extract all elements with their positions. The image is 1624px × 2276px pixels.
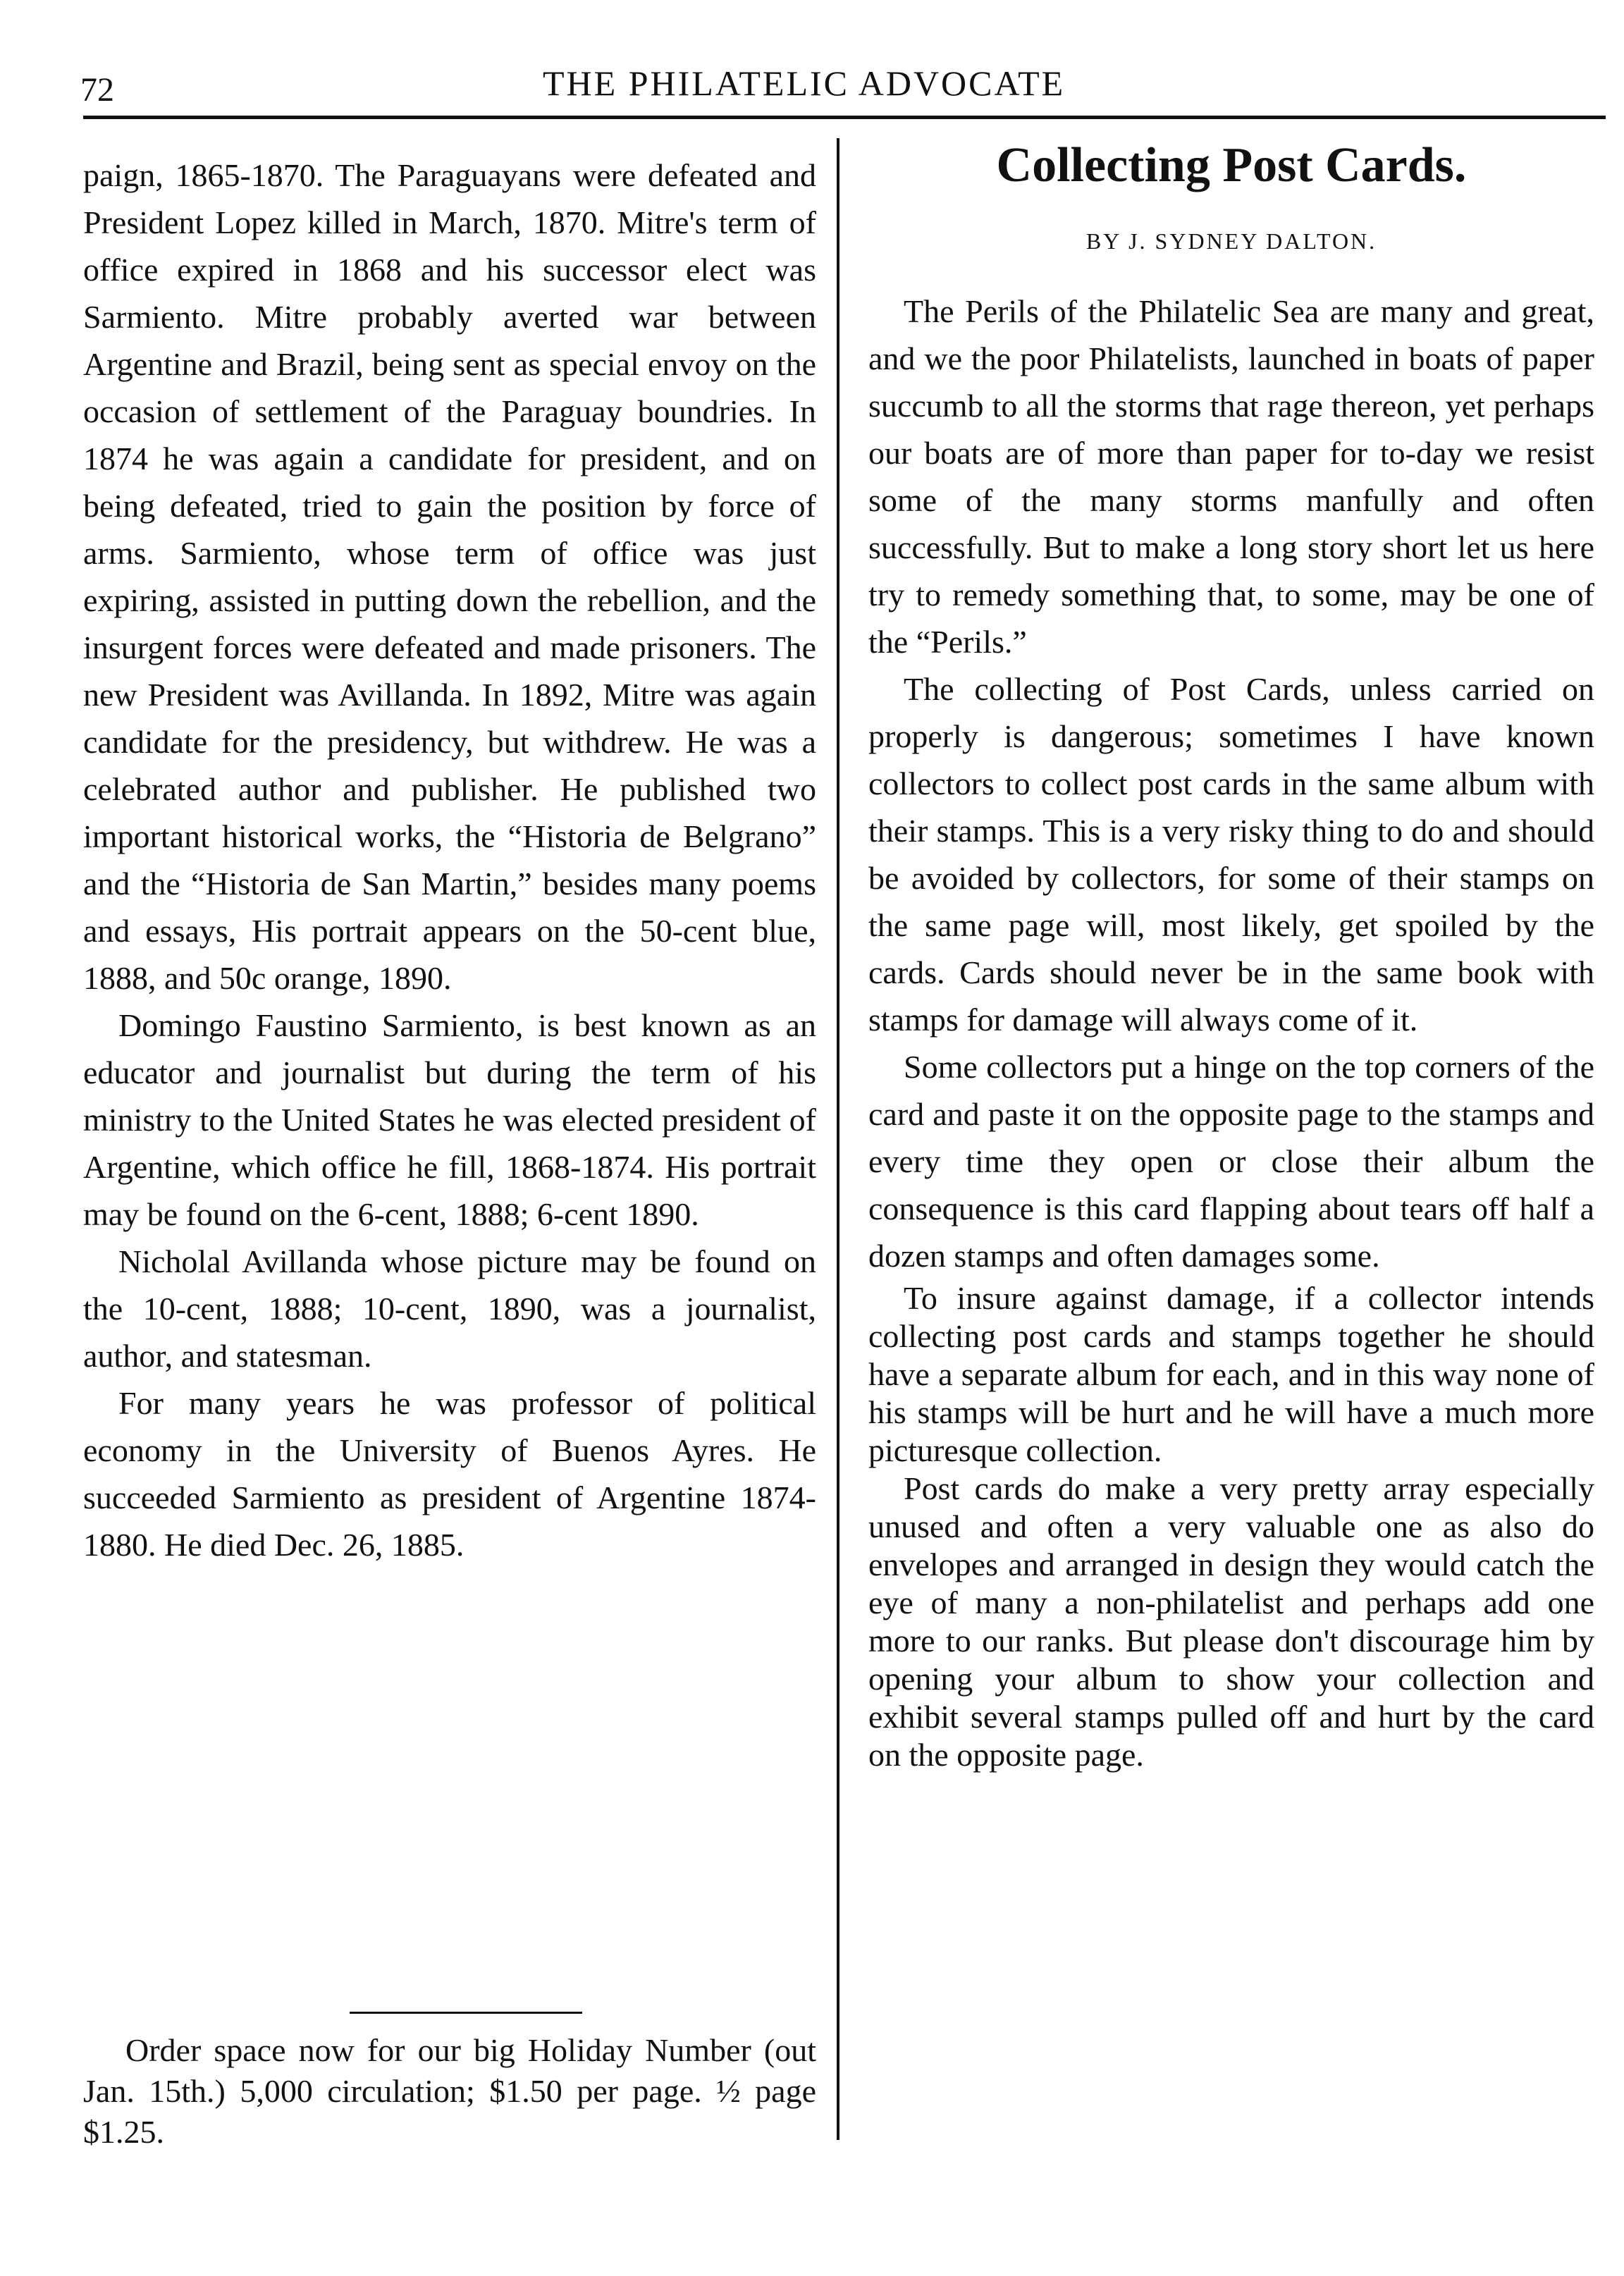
right-paragraph-3: Some collectors put a hinge on the top corners of the card and paste it on the opposite page to the stamps and every time they open or close their album the consequence is this card flapping about tears off half a dozen stamps and often damages some. — [868, 1049, 1594, 1274]
header-rule — [83, 116, 1606, 119]
left-column — [83, 152, 816, 1568]
right-column — [868, 288, 1594, 1774]
left-paragraph-2: Domingo Faustino Sarmiento, is best known as an educator and journalist but during the term of his ministry to the United States he was elected president of Argentine, which office he fill, 1868-1874. His portrait may be found on the 6-cent, 1888; 6-cent 1890. — [83, 1007, 816, 1232]
page-number: 72 — [80, 71, 114, 109]
right-paragraph-1: The Perils of the Philatelic Sea are many and great, and we the poor Philatelists, launched in boats of paper succumb to all the storms that rage thereon, yet perhaps our boats are of more than paper for to-day we resist some of the many storms manfully and often successfully. But to make a long story short let us here try to remedy something that, to some, may be one of the “Perils.” — [868, 293, 1594, 660]
column-divider — [837, 138, 839, 2140]
article-byline: BY J. SYDNEY DALTON. — [1085, 228, 1377, 254]
right-paragraph-5: Post cards do make a very pretty array especially unused and often a very valuable one as also do envelopes and arranged in design they would catch the eye of many a non-philatelist and perhaps add one more to our ranks. But please don't discourage him by opening your album to show your collection and exhibit several stamps pulled off and hurt by the card on the opposite page. — [868, 1470, 1594, 1773]
section-divider-rule — [350, 2012, 582, 2014]
advertising-notice — [83, 2030, 816, 2153]
left-paragraph-4: For many years he was professor of political economy in the University of Buenos Ayres. He succeeded Sarmiento as president of Argentine 1874-1880. He died Dec. 26, 1885. — [83, 1385, 816, 1563]
right-paragraph-2: The collecting of Post Cards, unless carried on properly is dangerous; sometimes I have known collectors to collect post cards in the same album with their stamps. This is a very risky thing to do and should be avoided by collectors, for some of their stamps on the same page will, most likely, get spoiled by the cards. Cards should never be in the same book with stamps for damage will always come of it. — [868, 671, 1594, 1038]
advertising-notice-text: Order space now for our big Holiday Number (out Jan. 15th.) 5,000 circulation; $1.50 per page. ½ page $1.25. — [83, 2032, 816, 2150]
left-paragraph-1: paign, 1865-1870. The Paraguayans were defeated and President Lopez killed in March, 1870. Mitre's term of office expired in 1868 and his successor elect was Sarmiento. Mitre probably averted war between Argentine and Brazil, being sent as special envoy on the occasion of settlement of the Paraguay boundries. In 1874 he was again a candidate for president, and on being defeated, tried to gain the position by force of arms. Sarmiento, whose term of office was just expiring, assisted in putting down the rebellion, and the insurgent forces were defeated and made prisoners. The new President was Avillanda. In 1892, Mitre was again candidate for the presidency, but withdrew. He was a celebrated author and publisher. He published two important historical works, the “Historia de Belgrano” and the “Historia de San Martin,” besides many poems and essays, His portrait appears on the 50-cent blue, 1888, and 50c orange, 1890. — [83, 157, 816, 996]
right-paragraph-4: To insure against damage, if a collector intends collecting post cards and stamps together he should have a separate album for each, and in this way none of his stamps will be hurt and he will have a much more picturesque collection. — [868, 1280, 1594, 1468]
article-title: Collecting Post Cards. — [996, 138, 1467, 192]
left-paragraph-3: Nicholal Avillanda whose picture may be found on the 10-cent, 1888; 10-cent, 1890, was a journalist, author, and statesman. — [83, 1243, 816, 1374]
journal-title: THE PHILATELIC ADVOCATE — [543, 63, 1066, 103]
